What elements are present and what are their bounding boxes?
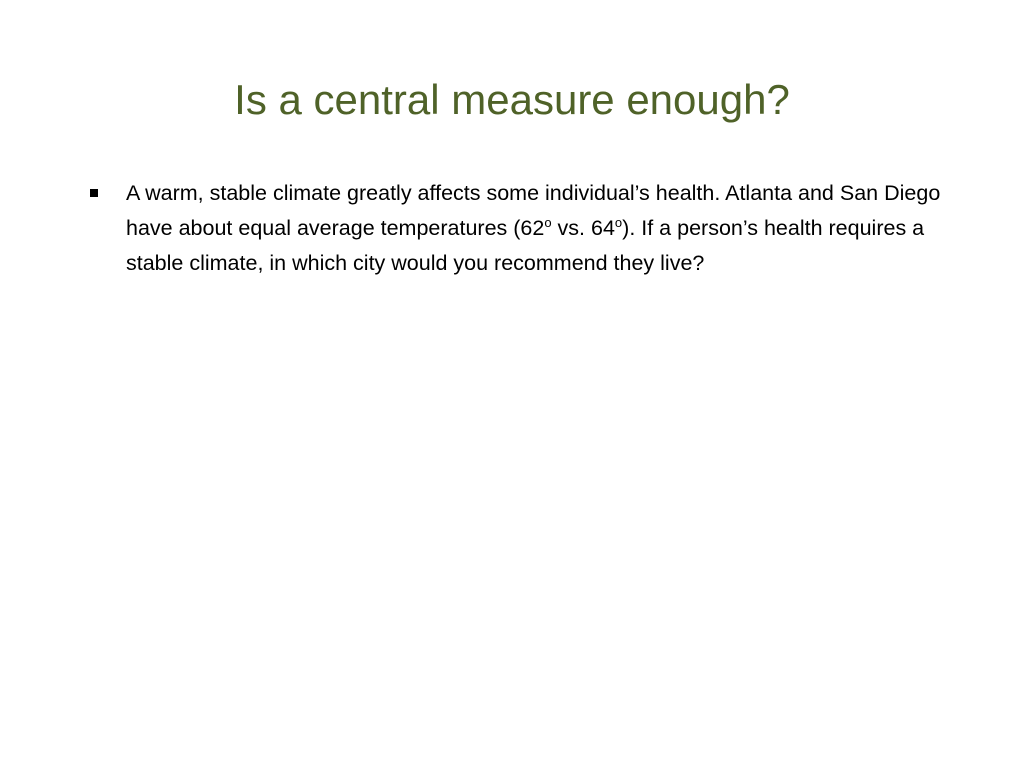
degree-superscript: o [614,215,623,230]
list-item [88,176,968,281]
bullet-text-part: A warm, stable climate greatly affects some individual’s health. Atlanta and San Diego have about equal average temperatures (62 [126,181,941,240]
bullet-list [88,176,968,281]
slide-title: Is a central measure enough? [234,76,790,123]
bullet-text [126,181,940,275]
bullet-text-part: ). If a person’s health requires a stable climate, in which city would you recommend they live? [126,216,925,275]
bullet-text-part: vs. 64 [551,216,615,240]
square-bullet-icon [90,189,98,197]
degree-superscript: o [544,215,552,230]
